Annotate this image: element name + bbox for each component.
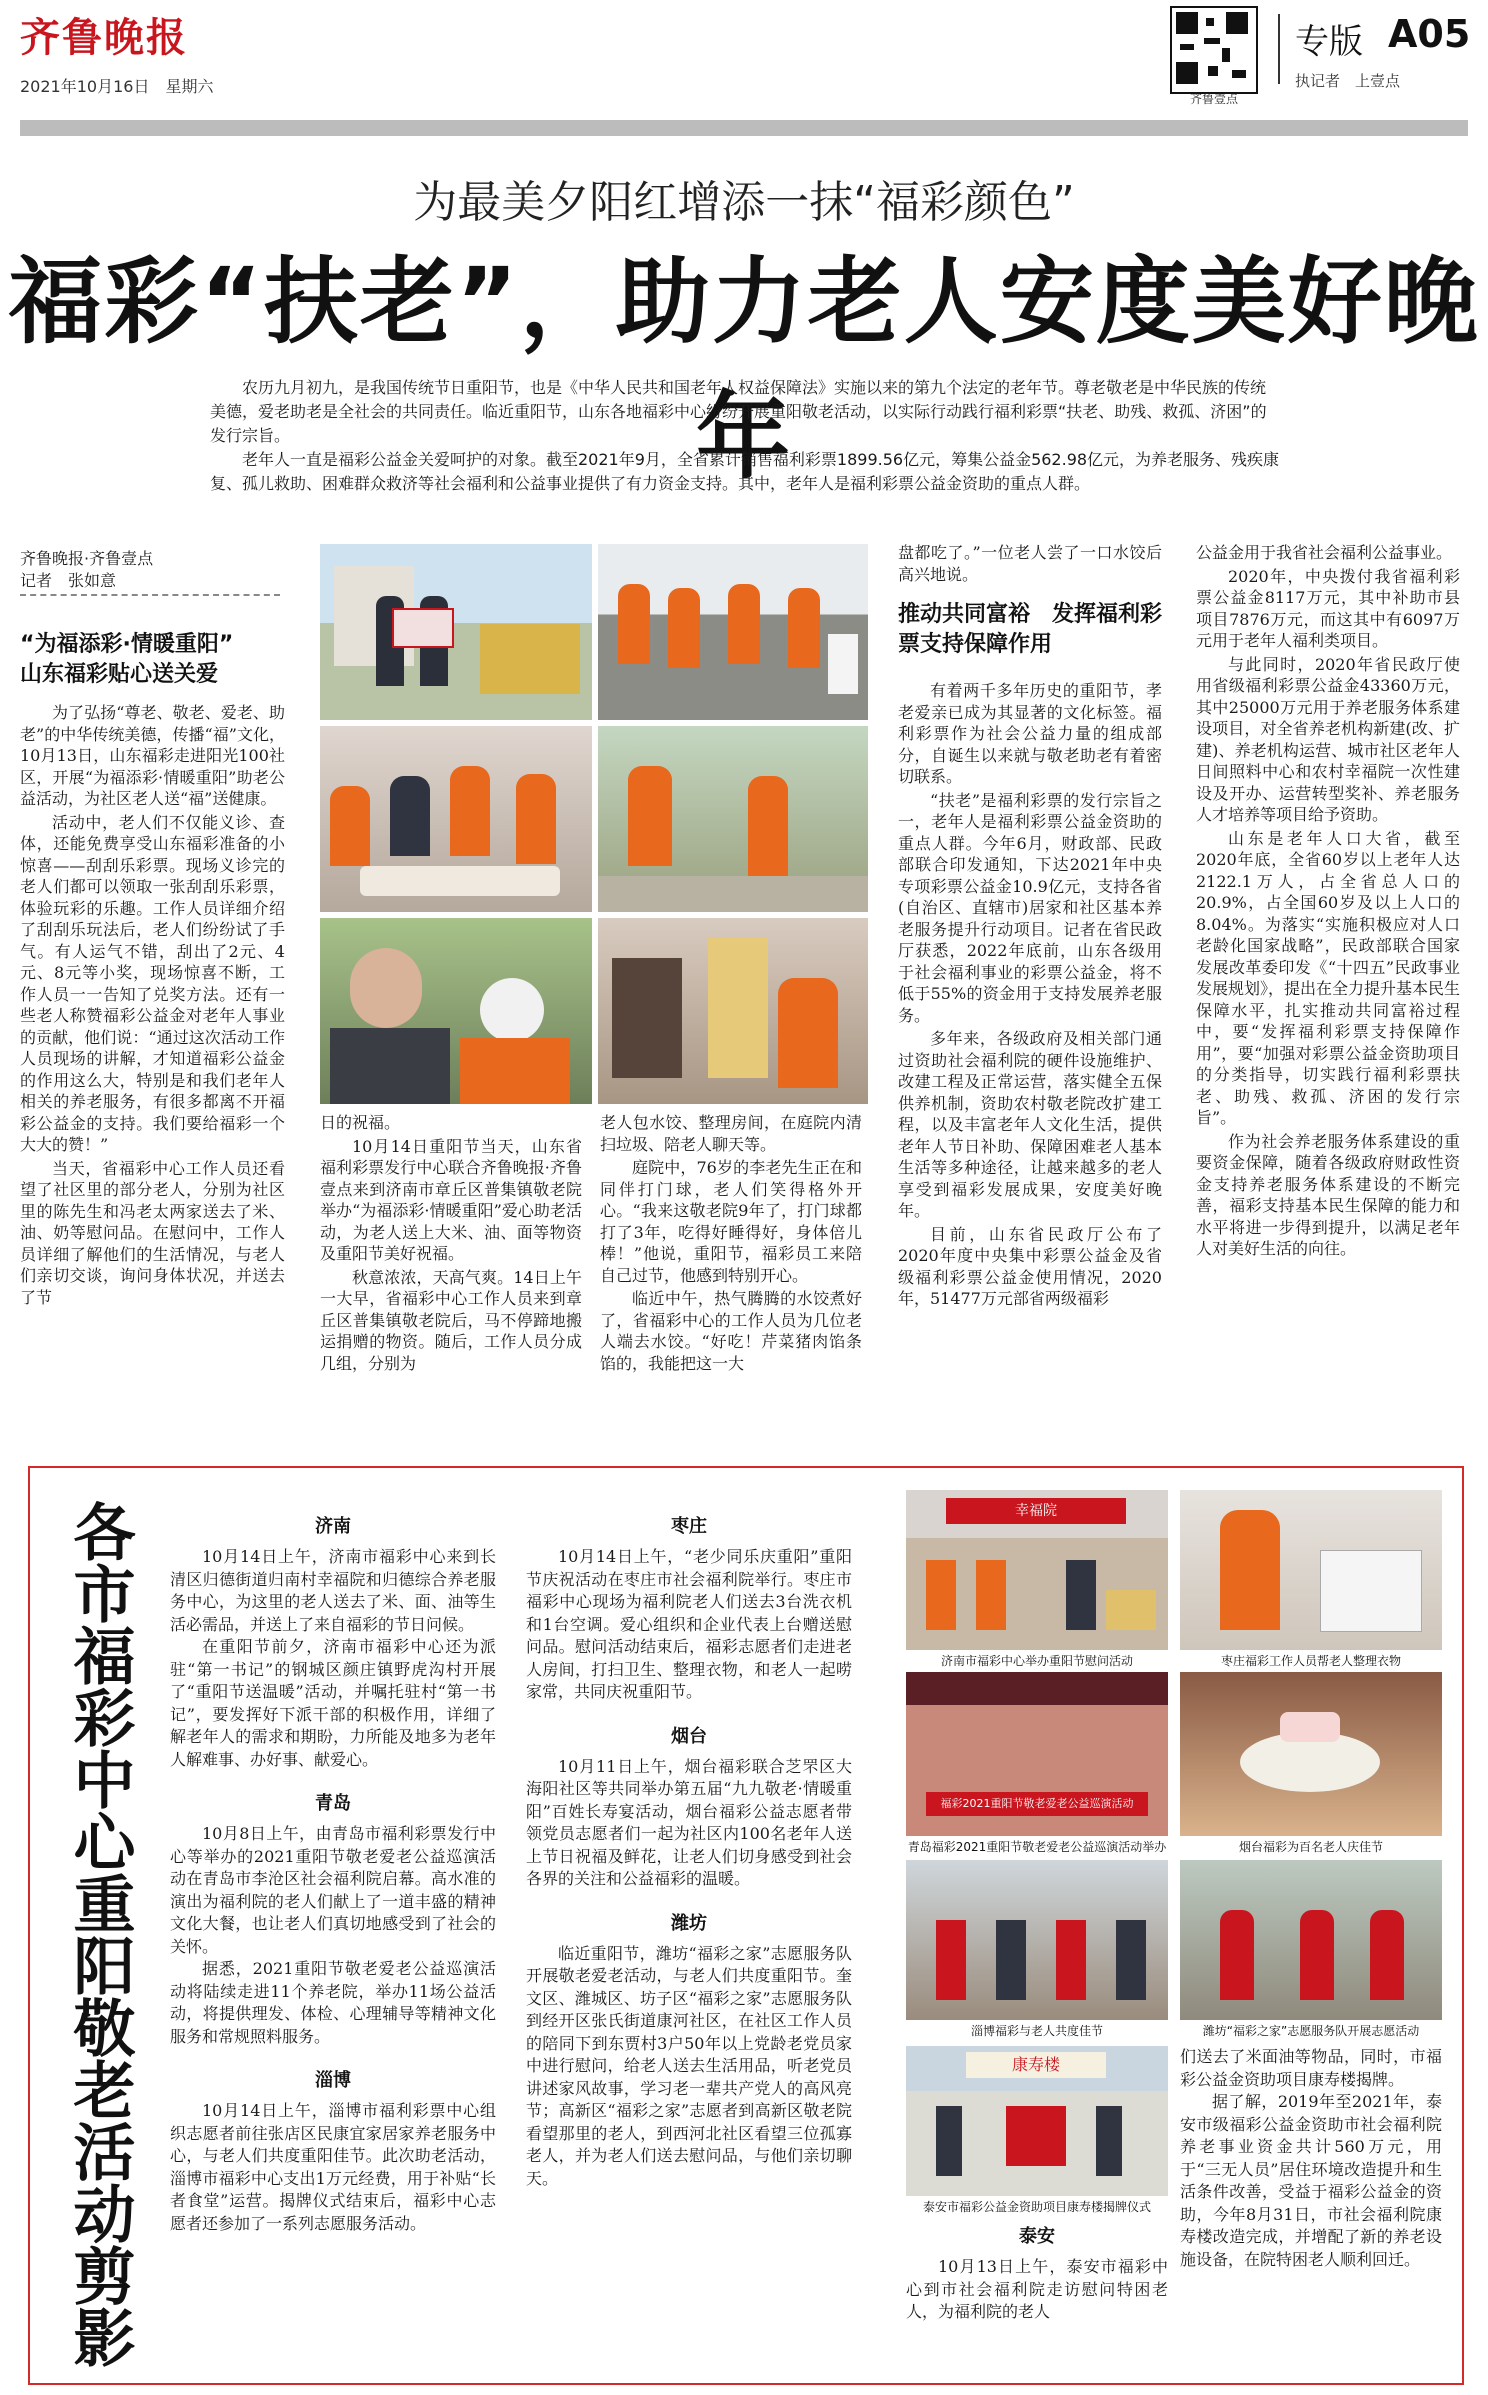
photo-unloading [598, 544, 868, 720]
city-heading-zibo: 淄博 [315, 2070, 351, 2091]
paragraph: 10月14日上午，济南市福彩中心来到长清区归德街道归南村幸福院和归德综合养老服务中心，为这里的老人送去了米、面、油等生活必需品，并送上了来自福彩的节日问候。 [170, 1547, 496, 1634]
paragraph: 作为社会养老服务体系建设的重要资金保障，随着各级政府财政性资金支持养老服务体系建设的不断完善，福彩支持基本民生保障的能力和水平将进一步得到提升，以满足老年人对美好生活的向往。 [1196, 1131, 1460, 1258]
paragraph: 10月14日上午，“老少同乐庆重阳”重阳节庆祝活动在枣庄市社会福利院举行。枣庄市福彩中心现场为福利院老人们送去3台洗衣机和1台空调。爱心组织和企业代表上台赠送慰问品。慰问活动结束后，福彩志愿者们走进老人房间，打扫卫生、整理衣物，和老人一起唠家常，共同庆祝重阳节。 [526, 1547, 852, 1701]
section-name: 专版 [1295, 22, 1363, 62]
photo-banner-qingdao: 福彩2021重阳节敬老爱老公益巡演活动 [926, 1792, 1148, 1816]
city-text-weifang [526, 1943, 852, 2191]
qr-label: 齐鲁壹点 [1190, 92, 1239, 106]
top-rule [20, 120, 1468, 136]
article-col-5 [1196, 542, 1460, 1432]
page-number: A05 [1388, 12, 1471, 56]
paragraph: 们送去了米面油等物品，同时，市福彩公益金资助项目康寿楼揭牌。 [1180, 2047, 1442, 2089]
city-text-jinan [170, 1546, 496, 1771]
article-col-3 [600, 1112, 862, 1432]
city-heading-qingdao: 青岛 [315, 1793, 351, 1814]
lead-paragraph-1: 农历九月初九，是我国传统节日重阳节，也是《中华人民共和国老年人权益保障法》实施以来的第九个法定的老年节。尊老敬老是中华民族的传统美德，爱老助老是全社会的共同责任。临近重阳节，山东各地福彩中心纷纷开展重阳敬老活动，以实际行动践行福利彩票“扶老、助残、救孤、济困”的发行宗旨。 [210, 378, 1267, 445]
photo-caption: 淄博福彩与老人共度佳节 [970, 2024, 1103, 2038]
city-column-2 [526, 1512, 852, 2190]
paragraph: 日的祝福。 [320, 1113, 401, 1132]
paragraph: 临近重阳节，潍坊“福彩之家”志愿服务队开展敬老爱老活动，与老人们共度重阳节。奎文区、潍城区、坊子区“福彩之家”志愿服务队到经开区张氏街道康河社区，在社区工作人员的陪同下到东贾村3户50年以上党龄老党员家中进行慰问，给老人送去生活用品，听老党员讲述家风故事，学习老一辈共产党人的高风亮节；高新区“福彩之家”志愿者到高新区敬老院看望那里的老人，到西河北社区看望三位孤寡老人，并为老人们送去慰问品，与他们亲切聊天。 [526, 1943, 852, 2188]
paragraph: 目前，山东省民政厅公布了2020年度中央集中彩票公益金及省级福利彩票公益金使用情况，2020年，51477万元部省两级福彩 [898, 1224, 1162, 1308]
city-text-zaozhuang [526, 1546, 852, 1704]
photo-banner-taian: 康寿楼 [966, 2052, 1106, 2078]
masthead-divider [1278, 14, 1280, 84]
paragraph: 庭院中，76岁的李老先生正在和同伴打门球，老人们笑得格外开心。“我来这敬老院9年了，打门球都打了3年，吃得好睡得好，身体倍儿棒！”他说，重阳节，福彩员工来陪自己过节，他感到特别开心。 [600, 1158, 862, 1285]
page-title: 福彩“扶老”，助力老人安度美好晚年 [8, 248, 1480, 492]
photo-qingdao [906, 1672, 1168, 1836]
subhead-1: “为福添彩·情暖重阳” 山东福彩贴心送关爱 [20, 632, 234, 687]
paragraph: 与此同时，2020年省民政厅使用省级福利彩票公益金43360万元，其中25000万元用于养老服务体系建设项目，对全省养老机构新建(改、扩建)、养老机构运营、城市社区老年人日间照料中心和农村幸福院一次性建设及开办、运营转型奖补、养老服务人才培养等项目给予资助。 [1196, 654, 1460, 824]
city-heading-zaozhuang: 枣庄 [671, 1516, 707, 1537]
paragraph: 有着两千多年历史的重阳节，孝老爱亲已成为其显著的文化标签。福利彩票作为社会公益力量的组成部分，自诞生以来就与敬老助老有着密切联系。 [898, 681, 1162, 786]
byline-source: 齐鲁晚报·齐鲁壹点 [20, 549, 154, 568]
photo-taian [906, 2046, 1168, 2196]
city-text-qingdao [170, 1823, 496, 2048]
article-col-2 [320, 1112, 582, 1432]
photo-caption: 潍坊“福彩之家”志愿服务队开展志愿活动 [1202, 2024, 1420, 2038]
paragraph: 10月14日重阳节当天，山东省福利彩票发行中心联合齐鲁晚报·齐鲁壹点来到济南市章丘区普集镇敬老院举办“为福添彩·情暖重阳”爱心助老活动，为老人送上大米、油、面等物资及重阳节美好祝福。 [320, 1136, 582, 1263]
box-title: 各市福彩中心重阳敬老活动剪影 [63, 1500, 136, 2368]
paragraph: 当天，省福彩中心工作人员还看望了社区里的部分老人，分别为社区里的陈先生和冯老太两家送去了米、油、奶等慰问品。在慰问中，工作人员详细了解他们的生活情况，与老人们亲切交谈，询问身体状况，并送去了节 [20, 1158, 285, 1307]
city-heading-taian: 泰安 [1019, 2226, 1055, 2247]
lead-paragraph-2: 老年人一直是福彩公益金关爱呵护的对象。截至2021年9月，全省累计销售福利彩票1899.56亿元，筹集公益金562.98亿元，为养老服务、残疾康复、孤儿救助、困难群众救济等社会福利和公益事业提供了有力资金支持。其中，老年人是福利彩票公益金资助的重点人群。 [210, 450, 1280, 493]
city-heading-jinan: 济南 [315, 1516, 351, 1537]
paragraph: 10月8日上午，由青岛市福利彩票发行中心等举办的2021重阳节敬老爱老公益巡演活动在青岛市李沧区社会福利院启幕。高水准的演出为福利院的老人们献上了一道丰盛的精神文化大餐，也让老人们真切地感受到了社会的关怀。 [170, 1824, 496, 1956]
photo-sweeping [598, 726, 868, 912]
paragraph: 据悉，2021重阳节敬老爱老公益巡演活动将陆续走进11个养老院，举办11场公益活动，将提供理发、体检、心理辅导等精神文化服务和常规照料服务。 [170, 1959, 496, 2046]
photo-caption: 枣庄福彩工作人员帮老人整理衣物 [1220, 1654, 1401, 1668]
kicker: 为最美夕阳红增添一抹“福彩颜色” [413, 177, 1075, 228]
paragraph: 山东是老年人口大省，截至2020年底，全省60岁以上老年人达2122.1万人，占全省总人口的20.9%，占全国60岁及以上人口的8.04%。为落实“实施积极应对人口老龄化国家战略”，民政部联合国家发展改革委印发《“十四五”民政事业发展规划》，提出在全力提升基本民生保障水平，扎实推动共同富裕过程中，要“发挥福利彩票支持保障作用”，要“加强对彩票公益金资助项目的分类指导，切实践行福利彩票扶老、助残、救孤、济困的发行宗旨”。 [1196, 828, 1460, 1127]
page-credits: 执记者 上壹点 [1295, 72, 1401, 90]
photo-zibo [906, 1860, 1168, 2020]
paragraph: 老人包水饺、整理房间，在庭院内清扫垃圾、陪老人聊天等。 [600, 1113, 862, 1154]
photo-caption: 烟台福彩为百名老人庆佳节 [1238, 1840, 1383, 1854]
article-col-4 [898, 680, 1162, 1432]
subhead-2: 推动共同富裕 发挥福利彩票支持保障作用 [898, 602, 1163, 657]
photo-caption: 泰安市福彩公益金资助项目康寿楼揭牌仪式 [922, 2200, 1151, 2214]
article-col-1 [20, 702, 285, 1432]
paragraph: 活动中，老人们不仅能义诊、查体，还能免费享受山东福彩准备的小惊喜——刮刮乐彩票。现场义诊完的老人们都可以领取一张刮刮乐彩票，体验玩彩的乐趣。工作人员详细介绍了刮刮乐玩法后，老人们纷纷试了手气。有人运气不错，刮出了2元、4元、8元等小奖，现场惊喜不断，工作人员一一告知了兑奖方法。还有一些老人称赞福彩公益金对老年人事业的贡献，他们说：“通过这次活动工作人员现场的讲解，才知道福彩公益金的作用这么大，特别是和我们老年人相关的养老服务，有很多都离不开福彩公益金的支持。我们要给福彩一个大大的赞！” [20, 812, 285, 1154]
paragraph: 据了解，2019年至2021年，泰安市级福彩公益金资助市社会福利院养老事业资金共计560万元，用于“三无人员”居住环境改造提升和生活条件改善，受益于福彩公益金的资助，今年8月31日，市社会福利院康寿楼改造完成，并增配了新的养老设施设备，在院特困老人顺利回迁。 [1180, 2092, 1442, 2269]
photo-yantai [1180, 1672, 1442, 1836]
photo-weifang [1180, 1860, 1442, 2020]
city-text-zibo [170, 2100, 496, 2235]
city-text-yantai [526, 1756, 852, 1891]
paper-logo: 齐鲁晚报 [20, 14, 188, 61]
paragraph: 在重阳节前夕，济南市福彩中心还为派驻“第一书记”的钢城区颜庄镇野虎沟村开展了“重阳节送温暖”活动，并嘱托驻村“第一书记”，要发挥好下派干部的积极作用，详细了解老年人的需求和期盼，力所能及地多为老年人解难事、办好事、献爱心。 [170, 1637, 496, 1769]
photo-banner-jinan: 幸福院 [946, 1498, 1126, 1524]
photo-jinan [906, 1490, 1168, 1650]
paragraph: 10月11日上午，烟台福彩联合芝罘区大海阳社区等共同举办第五届“九九敬老·情暖重阳”百姓长寿宴活动，烟台福彩公益志愿者带领党员志愿者们一起为社区内100名老年人送上节日祝福及鲜花，让老人们切身感受到社会各界的关注和公益福彩的温暖。 [526, 1756, 852, 1888]
paragraph: 为了弘扬“尊老、敬老、爱老、助老”的中华传统美德，传播“福”文化，10月13日，山东福彩走进阳光100社区，开展“为福添彩·情暖重阳”助老公益活动，为社区老人送“福”送健康。 [20, 703, 285, 808]
city-heading-weifang: 潍坊 [671, 1912, 707, 1934]
paragraph: 2020年，中央拨付我省福利彩票公益金8117万元，其中补助市县项目7876万元，而这其中有6097万元用于老年人福利类项目。 [1196, 566, 1460, 650]
photo-caption: 济南市福彩中心举办重阳节慰问活动 [940, 1654, 1133, 1668]
photo-caption: 青岛福彩2021重阳节敬老爱老公益巡演活动举办 [907, 1840, 1167, 1854]
article-col-4-top [898, 542, 1162, 592]
issue-date: 2021年10月16日 星期六 [20, 77, 214, 96]
byline [20, 548, 280, 596]
paragraph: 10月14日上午，淄博市福利彩票中心组织志愿者前往张店区民康宜家居家养老服务中心，与老人们共度重阳佳节。此次助老活动，淄博市福彩中心支出1万元经费，用于补贴“长者食堂”运营。揭牌仪式结束后，福彩中心志愿者还参加了一系列志愿服务活动。 [170, 2101, 496, 2233]
paragraph: 多年来，各级政府及相关部门通过资助社会福利院的硬件设施维护、改建工程及正常运营，落实健全五保供养机制，资助农村敬老院改扩建工程，以及丰富老年人文化生活，提供老年人节日补助、保障困难老人基本生活等多种途径，让越来越多的老人享受到福彩发展成果，安度美好晚年。 [898, 1029, 1162, 1220]
city-heading-yantai: 烟台 [671, 1725, 707, 1747]
city-text-taian [906, 2256, 1168, 2324]
qr-code-icon [1170, 6, 1258, 94]
paragraph: 秋意浓浓，天高气爽。14日上午一大早，省福彩中心工作人员来到章丘区普集镇敬老院后，马不停蹄地搬运捐赠的物资。随后，工作人员分成几组，分别为 [320, 1267, 582, 1373]
byline-reporter: 记者 张如意 [20, 571, 117, 590]
paragraph: “扶老”是福利彩票的发行宗旨之一，老年人是福利彩票公益金资助的重点人群。今年6月，财政部、民政部联合印发通知，下达2021年中央专项彩票公益金10.9亿元，支持各省(自治区、直辖市)居家和社区基本养老服务提升行动项目。记者在省民政厅获悉，2022年底前，山东各级用于社会福利事业的彩票公益金，将不低于55%的资金用于支持发展养老服务。 [898, 790, 1162, 1025]
photo-noodles [598, 918, 868, 1104]
paragraph: 公益金用于我省社会福利公益事业。 [1196, 543, 1453, 562]
city-column-taian-left [906, 2222, 1168, 2324]
photo-dumplings [320, 726, 592, 912]
paragraph: 盘都吃了。”一位老人尝了一口水饺后高兴地说。 [898, 543, 1162, 584]
photo-zaozhuang [1180, 1490, 1442, 1650]
photo-donation [320, 544, 592, 720]
city-column-1 [170, 1512, 496, 2235]
paragraph: 10月13日上午，泰安市福彩中心到市社会福利院走访慰问特困老人，为福利院的老人 [906, 2257, 1168, 2321]
photo-elderly-man [320, 918, 592, 1104]
city-text-taian-cont [1180, 2046, 1442, 2271]
paragraph: 临近中午，热气腾腾的水饺煮好了，省福彩中心的工作人员为几位老人端去水饺。“好吃！芹菜猪肉馅条馅的，我能把这一大 [600, 1289, 862, 1373]
